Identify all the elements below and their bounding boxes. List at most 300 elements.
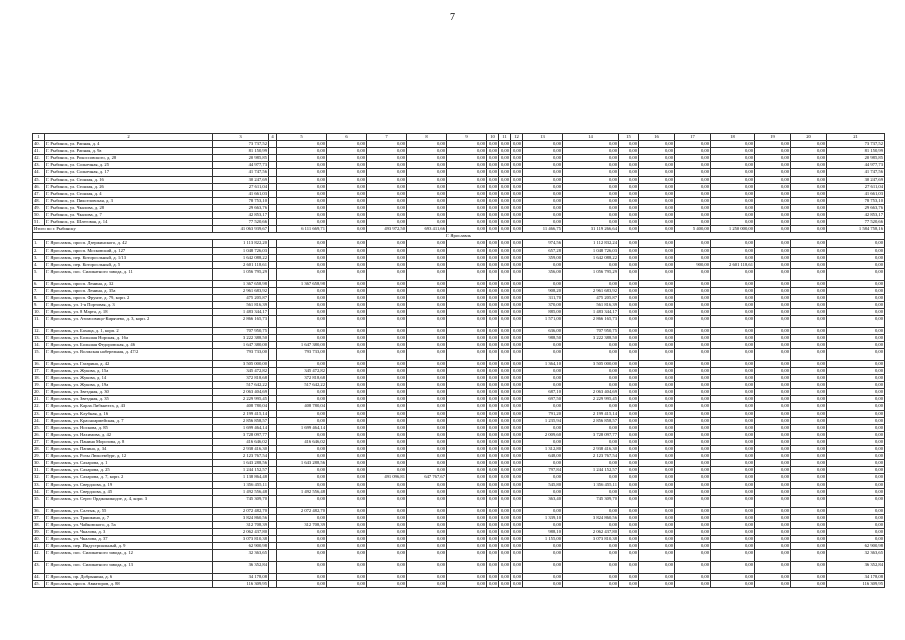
value-cell (269, 219, 277, 226)
value-cell: 0,00 (407, 334, 447, 341)
address-cell: Г. Рыбинск, ул. Чкалова, д. 28 (45, 204, 213, 211)
value-cell: 0,00 (675, 460, 711, 467)
value-cell: 0,00 (487, 573, 499, 580)
value-cell: 0,00 (511, 240, 523, 247)
value-cell: 0,00 (277, 162, 327, 169)
value-cell: 0,00 (511, 561, 523, 573)
value-cell: 0,00 (791, 349, 827, 361)
value-cell: 0,00 (511, 535, 523, 542)
row-number-cell: 37. (33, 514, 45, 521)
value-cell: 0,00 (277, 183, 327, 190)
value-cell: 0,00 (327, 280, 367, 287)
value-cell: 0,00 (619, 396, 639, 403)
value-cell: 0,00 (675, 535, 711, 542)
value-cell: 2 866 165,73 (213, 316, 269, 328)
table-row (33, 148, 885, 155)
value-cell: 0,00 (447, 287, 487, 294)
value-cell: 0,00 (675, 368, 711, 375)
value-cell: 0,00 (619, 190, 639, 197)
value-cell: 0,00 (277, 169, 327, 176)
value-cell: 1 356 455,11 (213, 481, 269, 488)
value-cell: 0,00 (563, 204, 619, 211)
value-cell: 0,00 (619, 342, 639, 349)
value-cell: 0,00 (407, 254, 447, 261)
value-cell: 2 938 416,30 (563, 446, 619, 453)
value-cell: 0,00 (619, 334, 639, 341)
table-row (33, 334, 885, 341)
value-cell: 0,00 (827, 528, 885, 535)
value-cell (269, 141, 277, 148)
value-cell: 0,00 (447, 573, 487, 580)
value-cell: 0,00 (499, 535, 511, 542)
value-cell: 41 747,56 (213, 169, 269, 176)
value-cell: 0,00 (447, 514, 487, 521)
value-cell: 0,00 (487, 389, 499, 396)
value-cell: 0,00 (327, 247, 367, 254)
value-cell: 0,00 (827, 294, 885, 301)
value-cell: 0,00 (511, 580, 523, 587)
value-cell: 0,00 (499, 474, 511, 481)
column-number: 16 (639, 134, 675, 141)
value-cell (269, 148, 277, 155)
value-cell: 0,00 (511, 375, 523, 382)
value-cell (269, 495, 277, 507)
address-cell: Г. Ярославль, пос. Силикатного завода, д. 11 (45, 268, 213, 280)
value-cell: 1 056 795,29 (563, 268, 619, 280)
table-row (33, 467, 885, 474)
value-cell: 988,50 (523, 334, 563, 341)
column-number: 17 (675, 134, 711, 141)
value-cell: 0,00 (619, 375, 639, 382)
value-cell: 0,00 (447, 495, 487, 507)
address-cell: Г. Ярославль, просп. Авиаторов, д. 88 (45, 580, 213, 587)
value-cell: 0,00 (639, 280, 675, 287)
table-row (33, 226, 885, 233)
value-cell: 0,00 (639, 438, 675, 445)
value-cell: 0,00 (511, 334, 523, 341)
value-cell: 0,00 (755, 375, 791, 382)
value-cell: 0,00 (791, 197, 827, 204)
value-cell: 0,00 (499, 481, 511, 488)
value-cell: 0,00 (499, 375, 511, 382)
value-cell: 62 900,98 (827, 542, 885, 549)
value-cell: 32 363,65 (827, 550, 885, 562)
value-cell: 0,00 (755, 580, 791, 587)
row-number-cell: 46. (33, 183, 45, 190)
value-cell: 0,00 (407, 155, 447, 162)
value-cell: 0,00 (791, 446, 827, 453)
value-cell: 0,00 (827, 301, 885, 308)
address-cell: Г. Ярославль, ул. Серго Орджоникидзе, д. 4, корп. 3 (45, 495, 213, 507)
value-cell: 3 505 000,00 (213, 360, 269, 367)
value-cell: 42 853,17 (213, 212, 269, 219)
value-cell: 0,00 (791, 438, 827, 445)
value-cell: 0,00 (619, 240, 639, 247)
address-cell: Г. Рыбинск, ул. Рапная, д. 4 (45, 141, 213, 148)
value-cell: 0,00 (447, 481, 487, 488)
value-cell: 0,00 (487, 148, 499, 155)
value-cell: 0,00 (523, 190, 563, 197)
value-cell: 0,00 (407, 169, 447, 176)
value-cell: 0,00 (407, 294, 447, 301)
value-cell: 0,00 (511, 169, 523, 176)
value-cell: 0,00 (447, 349, 487, 361)
address-cell: Г. Рыбинск, ул. Стоялая, д. 26 (45, 183, 213, 190)
value-cell: 0,00 (755, 514, 791, 521)
value-cell: 0,00 (511, 316, 523, 328)
value-cell (269, 403, 277, 410)
value-cell: 312 708,39 (213, 521, 269, 528)
value-cell: 0,00 (791, 542, 827, 549)
address-cell: Г. Ярославль, ул. Карла Либкнехта, д. 43 (45, 403, 213, 410)
value-cell: 0,00 (711, 308, 755, 315)
value-cell: 0,00 (367, 431, 407, 438)
value-cell: 0,00 (511, 197, 523, 204)
value-cell: 0,00 (755, 360, 791, 367)
value-cell: 0,00 (711, 446, 755, 453)
value-cell: 0,00 (619, 495, 639, 507)
value-cell: 0,00 (563, 219, 619, 226)
value-cell: 0,00 (447, 148, 487, 155)
value-cell: 561 816,39 (213, 301, 269, 308)
value-cell: 20 985,85 (827, 155, 885, 162)
value-cell: 0,00 (755, 573, 791, 580)
value-cell: 0,00 (791, 507, 827, 514)
value-cell: 0,00 (367, 327, 407, 334)
value-cell: 0,00 (499, 382, 511, 389)
value-cell (269, 261, 277, 268)
value-cell: 0,00 (277, 261, 327, 268)
value-cell: 0,00 (407, 308, 447, 315)
value-cell: 0,00 (619, 467, 639, 474)
value-cell: 0,00 (675, 360, 711, 367)
value-cell: 0,00 (619, 438, 639, 445)
address-cell: Г. Рыбинск, ул. Чкалова, д. 7 (45, 212, 213, 219)
value-cell: 0,00 (277, 417, 327, 424)
value-cell: 0,00 (755, 176, 791, 183)
value-cell: 0,00 (367, 375, 407, 382)
value-cell: 0,00 (711, 327, 755, 334)
address-cell: Г. Рыбинск, ул. Пикселовская, д. 3 (45, 197, 213, 204)
value-cell: 0,00 (511, 190, 523, 197)
value-cell: 0,00 (675, 254, 711, 261)
value-cell: 0,00 (791, 403, 827, 410)
value-cell: 1 155,00 (523, 535, 563, 542)
value-cell (269, 417, 277, 424)
value-cell: 0,00 (639, 403, 675, 410)
value-cell: 0,00 (755, 287, 791, 294)
value-cell: 0,00 (711, 550, 755, 562)
value-cell: 0,00 (827, 521, 885, 528)
row-number-cell: 45. (33, 176, 45, 183)
value-cell: 0,00 (277, 155, 327, 162)
value-cell: 1 364,10 (523, 360, 563, 367)
value-cell: 0,00 (511, 254, 523, 261)
value-cell: 0,00 (755, 438, 791, 445)
value-cell: 0,00 (447, 368, 487, 375)
value-cell: 0,00 (447, 403, 487, 410)
address-cell: Г. Ярославль, ул. Чайковского, д. 5а (45, 521, 213, 528)
value-cell: 0,00 (755, 349, 791, 361)
value-cell: 2 123 767,54 (563, 453, 619, 460)
address-cell: Г. Ярославль, ул. Жукова, д. 19а (45, 382, 213, 389)
value-cell: 0,00 (675, 467, 711, 474)
value-cell: 0,00 (487, 219, 499, 226)
value-cell: 0,00 (619, 481, 639, 488)
value-cell: 0,00 (367, 550, 407, 562)
value-cell: 0,00 (511, 521, 523, 528)
value-cell: 0,00 (711, 240, 755, 247)
value-cell (269, 190, 277, 197)
value-cell: 0,00 (327, 197, 367, 204)
value-cell: 0,00 (711, 247, 755, 254)
value-cell: 356,00 (523, 268, 563, 280)
value-cell: 545,80 (523, 481, 563, 488)
value-cell: 0,00 (487, 521, 499, 528)
value-cell: 0,00 (407, 190, 447, 197)
value-cell: 0,00 (447, 240, 487, 247)
value-cell: 0,00 (675, 197, 711, 204)
value-cell: 0,00 (367, 410, 407, 417)
value-cell: 0,00 (511, 141, 523, 148)
value-cell: 0,00 (499, 183, 511, 190)
value-cell: 1 250 000,00 (711, 226, 755, 233)
value-cell: 27 611,04 (827, 183, 885, 190)
value-cell: 0,00 (711, 294, 755, 301)
value-cell: 34 178,08 (827, 573, 885, 580)
value-cell: 0,00 (827, 446, 885, 453)
value-cell: 0,00 (277, 542, 327, 549)
value-cell: 363,40 (523, 495, 563, 507)
value-cell: 0,00 (499, 360, 511, 367)
value-cell: 0,00 (277, 474, 327, 481)
value-cell: 0,00 (639, 141, 675, 148)
value-cell: 0,00 (563, 342, 619, 349)
value-cell: 0,00 (367, 349, 407, 361)
section-title: Г. Ярославль (33, 233, 885, 240)
value-cell: 0,00 (827, 334, 885, 341)
value-cell: 0,00 (755, 467, 791, 474)
address-cell: Г. Ярославль, ул. Звездная, д. 35 (45, 396, 213, 403)
value-cell (269, 580, 277, 587)
address-cell: Г. Ярославль, ул. Носкова, д. 85 (45, 424, 213, 431)
value-cell: 0,00 (791, 488, 827, 495)
value-cell: 0,00 (791, 474, 827, 481)
value-cell: 0,00 (407, 535, 447, 542)
value-cell: 0,00 (711, 368, 755, 375)
value-cell: 1 235,94 (523, 417, 563, 424)
value-cell: 0,00 (755, 528, 791, 535)
value-cell: 0,00 (619, 403, 639, 410)
value-cell: 0,00 (407, 342, 447, 349)
value-cell: 62 900,98 (213, 542, 269, 549)
value-cell: 0,00 (511, 488, 523, 495)
value-cell: 0,00 (711, 424, 755, 431)
value-cell: 647 767,67 (407, 474, 447, 481)
row-number-cell: 30. (33, 460, 45, 467)
value-cell: 0,00 (277, 254, 327, 261)
value-cell: 0,00 (277, 327, 327, 334)
value-cell: 0,00 (563, 148, 619, 155)
value-cell: 0,00 (327, 410, 367, 417)
value-cell: 1 112 832,24 (563, 240, 619, 247)
address-cell: Г. Рыбинск, ул. Солнечная, д. 17 (45, 169, 213, 176)
value-cell: 0,00 (407, 521, 447, 528)
address-cell: Г. Ярославль, ул. Чкалова, д. 3 (45, 528, 213, 535)
value-cell: 0,00 (277, 212, 327, 219)
value-cell: 0,00 (367, 155, 407, 162)
row-number-cell: 51. (33, 219, 45, 226)
value-cell: 0,00 (675, 155, 711, 162)
value-cell: 648,00 (523, 453, 563, 460)
value-cell: 0,00 (523, 155, 563, 162)
table-row (33, 287, 885, 294)
value-cell: 0,00 (499, 467, 511, 474)
value-cell: 0,00 (499, 268, 511, 280)
value-cell: 0,00 (827, 438, 885, 445)
value-cell: 0,00 (711, 514, 755, 521)
value-cell: 0,00 (407, 183, 447, 190)
value-cell: 372 818,68 (277, 375, 327, 382)
value-cell: 0,00 (327, 169, 367, 176)
value-cell: 0,00 (711, 535, 755, 542)
value-cell: 793 733,00 (277, 349, 327, 361)
value-cell: 0,00 (827, 467, 885, 474)
value-cell: 0,00 (711, 453, 755, 460)
value-cell: 0,00 (755, 141, 791, 148)
value-cell (269, 382, 277, 389)
value-cell: 0,00 (755, 424, 791, 431)
value-cell: 311,70 (523, 294, 563, 301)
table-row (33, 327, 885, 334)
value-cell: 0,00 (523, 573, 563, 580)
value-cell: 0,00 (755, 382, 791, 389)
value-cell: 0,00 (511, 403, 523, 410)
value-cell: 0,00 (327, 226, 367, 233)
value-cell: 0,00 (639, 155, 675, 162)
value-cell: 0,00 (639, 349, 675, 361)
value-cell: 0,00 (487, 528, 499, 535)
value-cell: 1 048 726,03 (563, 247, 619, 254)
value-cell: 0,00 (367, 240, 407, 247)
value-cell: 0,00 (511, 349, 523, 361)
value-cell: 0,00 (327, 389, 367, 396)
table-row (33, 212, 885, 219)
table-row (33, 396, 885, 403)
value-cell: 0,00 (487, 190, 499, 197)
value-cell: 0,00 (619, 521, 639, 528)
row-number-cell: 44. (33, 169, 45, 176)
value-cell: 41 661,03 (827, 190, 885, 197)
value-cell: 0,00 (407, 495, 447, 507)
value-cell: 0,00 (619, 197, 639, 204)
value-cell: 0,00 (523, 261, 563, 268)
column-number: 20 (791, 134, 827, 141)
value-cell: 0,00 (367, 294, 407, 301)
value-cell: 0,00 (327, 349, 367, 361)
value-cell: 0,00 (755, 474, 791, 481)
table-row (33, 431, 885, 438)
value-cell: 408 780,04 (213, 403, 269, 410)
value-cell: 0,00 (327, 327, 367, 334)
value-cell: 0,00 (447, 327, 487, 334)
value-cell (269, 389, 277, 396)
value-cell (269, 542, 277, 549)
address-cell: Г. Рыбинск, ул. Солнечная, д. 25 (45, 162, 213, 169)
value-cell: 0,00 (487, 410, 499, 417)
value-cell: 0,00 (563, 190, 619, 197)
value-cell: 1 643 288,56 (213, 460, 269, 467)
value-cell: 3 824 860,56 (213, 514, 269, 521)
address-cell: Г. Ярославль, ул. Нахимова, д. 42 (45, 431, 213, 438)
value-cell: 0,00 (447, 301, 487, 308)
value-cell: 0,00 (791, 580, 827, 587)
value-cell: 0,00 (791, 561, 827, 573)
value-cell: 1 367 658,98 (213, 280, 269, 287)
value-cell: 0,00 (511, 308, 523, 315)
value-cell: 0,00 (511, 183, 523, 190)
table-row (33, 169, 885, 176)
value-cell: 0,00 (407, 141, 447, 148)
value-cell: 0,00 (367, 467, 407, 474)
value-cell: 0,00 (675, 280, 711, 287)
address-cell: Г. Ярославль, ул. Свердлова, д. 45 (45, 488, 213, 495)
value-cell: 0,00 (277, 580, 327, 587)
value-cell: 0,00 (277, 431, 327, 438)
value-cell: 0,00 (407, 467, 447, 474)
value-cell: 0,00 (447, 453, 487, 460)
value-cell: 3 728 097,77 (213, 431, 269, 438)
value-cell: 0,00 (639, 176, 675, 183)
value-cell: 0,00 (511, 389, 523, 396)
value-cell: 0,00 (499, 349, 511, 361)
value-cell: 0,00 (277, 176, 327, 183)
value-cell: 0,00 (755, 535, 791, 542)
value-cell: 0,00 (755, 226, 791, 233)
column-number: 8 (407, 134, 447, 141)
table-row (33, 155, 885, 162)
value-cell: 0,00 (511, 550, 523, 562)
value-cell: 29 663,76 (827, 204, 885, 211)
value-cell: 0,00 (511, 294, 523, 301)
value-cell: 1 647 380,00 (213, 342, 269, 349)
value-cell: 0,00 (277, 495, 327, 507)
value-cell: 0,00 (619, 268, 639, 280)
value-cell: 0,00 (827, 488, 885, 495)
value-cell: 0,00 (639, 542, 675, 549)
value-cell: 0,00 (639, 308, 675, 315)
row-number-cell: Итого по г. Рыбинску (33, 226, 213, 233)
value-cell: 0,00 (499, 410, 511, 417)
value-cell: 0,00 (277, 481, 327, 488)
value-cell: 0,00 (447, 141, 487, 148)
value-cell: 0,00 (675, 580, 711, 587)
value-cell: 0,00 (327, 308, 367, 315)
value-cell: 707 950,75 (213, 327, 269, 334)
row-number-cell: 14. (33, 342, 45, 349)
value-cell: 0,00 (791, 550, 827, 562)
table-row (33, 268, 885, 280)
column-number: 19 (755, 134, 791, 141)
value-cell: 475 205,87 (563, 294, 619, 301)
value-cell: 0,00 (499, 403, 511, 410)
value-cell: 0,00 (639, 431, 675, 438)
value-cell: 0,00 (639, 204, 675, 211)
value-cell: 0,00 (447, 360, 487, 367)
table-body (33, 134, 885, 588)
value-cell: 0,00 (367, 453, 407, 460)
value-cell: 2 199 415,14 (213, 410, 269, 417)
